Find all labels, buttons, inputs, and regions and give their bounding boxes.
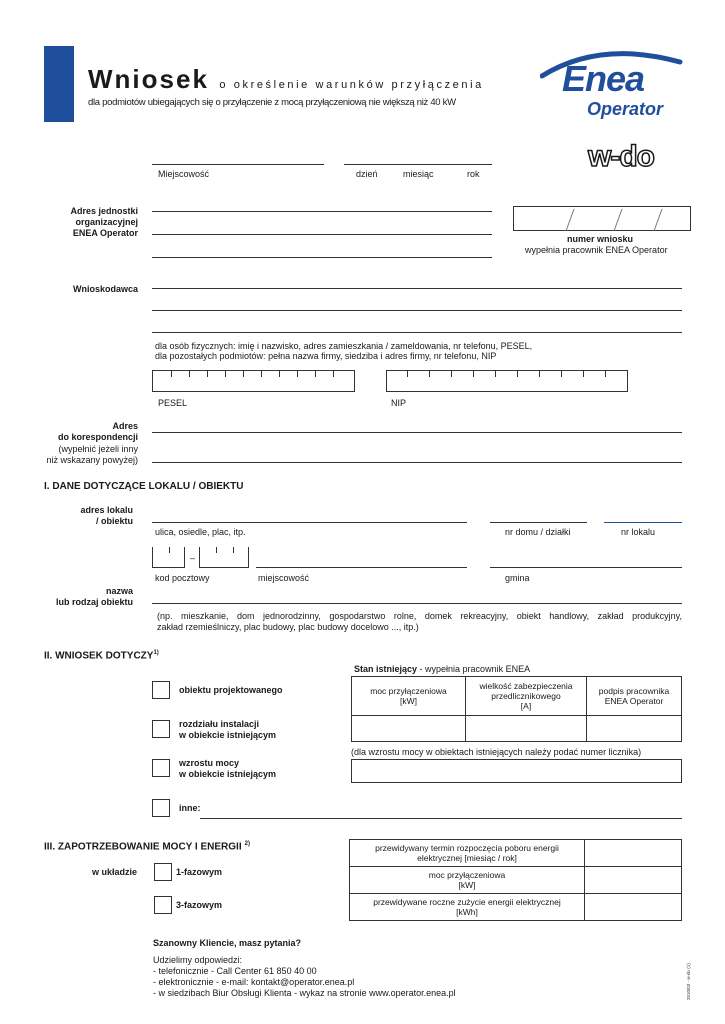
city-line[interactable] [152, 164, 324, 165]
form-title-rest: o określenie warunków przyłączenia [219, 79, 484, 91]
commune-label: gmina [505, 573, 530, 583]
sidebar-accent-bar [44, 46, 74, 122]
option-new-checkbox[interactable] [152, 681, 170, 699]
footer-code: 2010/03 - w-do (1) [686, 963, 691, 1000]
object-name-line[interactable] [152, 603, 682, 604]
unit-address-line-1[interactable] [152, 211, 492, 212]
phase3-checkbox[interactable] [154, 896, 172, 914]
contact-intro: Udzielimy odpowiedzi: [153, 955, 243, 965]
city-object-line[interactable] [256, 567, 467, 568]
demand-power-value[interactable] [585, 867, 682, 894]
start-date-value[interactable] [585, 840, 682, 867]
application-number-box[interactable] [513, 206, 691, 231]
state-hint: - wypełnia pracownik ENEA [417, 664, 531, 674]
object-name-label-2: lub rodzaj obiektu [55, 597, 133, 607]
col-sign-header: podpis pracownika ENEA Operator [587, 677, 682, 716]
applicant-label: Wnioskodawca [72, 284, 138, 294]
section-2-title [44, 650, 159, 661]
house-number-label: nr domu / działki [505, 527, 571, 537]
applicant-hint-2: dla pozostałych podmiotów: pełna nazwa firmy, siedziba i adres firmy, nr telefonu, NIP [155, 351, 497, 361]
phase3-label: 3-fazowym [176, 900, 223, 910]
section-3-footnote-mark: 2) [244, 841, 250, 847]
street-label: ulica, osiedle, plac, itp. [155, 527, 246, 537]
annual-usage-value[interactable] [585, 894, 682, 921]
unit-address-line-3[interactable] [152, 257, 492, 258]
state-heading [354, 664, 530, 674]
demand-power-label: moc przyłączeniowa [kW] [350, 867, 585, 894]
option-split-label-1: rozdziału instalacji [179, 719, 260, 729]
object-address-label-2: / obiektu [95, 516, 133, 526]
object-city-label: miejscowość [258, 573, 310, 583]
unit-label-3: ENEA Operator [72, 228, 138, 238]
number-label: numer wniosku [567, 234, 634, 244]
option-split-checkbox[interactable] [152, 720, 170, 738]
annual-usage-label: przewidywane roczne zużycie energii elektrycznej [kWh] [350, 894, 585, 921]
unit-label-1: Adres jednostki [70, 206, 138, 216]
existing-power-cell[interactable] [352, 716, 466, 742]
section-2-footnote-mark: 1) [153, 650, 159, 656]
system-label: w układzie [91, 867, 137, 877]
object-name-label-1: nazwa [105, 586, 133, 596]
form-subtitle: dla podmiotów ubiegających się o przyłączenie z mocą przyłączeniową nie większą niż 40 kW [88, 97, 456, 108]
col-fuse-header: wielkość zabezpieczenia przedlicznikowego [A] [466, 677, 587, 716]
phase1-checkbox[interactable] [154, 863, 172, 881]
applicant-line-2[interactable] [152, 310, 682, 311]
city-label: Miejscowość [158, 169, 210, 179]
option-increase-label-2: w obiekcie istniejącym [179, 769, 277, 779]
start-date-label: przewidywany termin rozpoczęcia poboru energii elektrycznej [miesiąc / rok] [350, 840, 585, 867]
form-title-main: Wniosek [88, 64, 209, 94]
nip-input[interactable] [386, 370, 628, 392]
year-label: rok [467, 169, 480, 179]
option-new-label: obiektu projektowanego [179, 685, 283, 695]
contact-offices: - w siedzibach Biur Obsługi Klienta - wykaz na stronie www.operator.enea.pl [153, 988, 456, 998]
state-label: Stan istniejący [354, 664, 418, 674]
option-split-label-2: w obiekcie istniejącym [179, 730, 277, 740]
postal-code-part-2[interactable] [199, 547, 249, 568]
correspondence-label-1: Adres [112, 421, 138, 431]
commune-line[interactable] [490, 567, 682, 568]
contact-phone: - telefonicznie - Call Center 61 850 40 00 [153, 966, 317, 976]
form-title [88, 64, 484, 95]
pesel-input[interactable] [152, 370, 355, 392]
contact-email: - elektronicznie - e-mail: kontakt@operator.enea.pl [153, 977, 355, 987]
section-2-title-text: II. WNIOSEK DOTYCZY [44, 650, 154, 662]
street-line[interactable] [152, 522, 467, 523]
postal-code-label: kod pocztowy [155, 573, 210, 583]
existing-fuse-cell[interactable] [466, 716, 587, 742]
postal-code-part-1[interactable] [152, 547, 185, 568]
pesel-label: PESEL [158, 398, 188, 408]
section-1-title: I. DANE DOTYCZĄCE LOKALU / OBIEKTU [44, 481, 244, 492]
object-name-hint-2: zakład rzemieślniczy, plac budowy, plac budowy docelowo ..., itp.) [157, 622, 419, 632]
logo-sub-text: Operator [587, 99, 664, 119]
contact-question: Szanowny Kliencie, masz pytania? [153, 938, 302, 948]
correspondence-hint-1: (wypełnić jeżeli inny [58, 444, 138, 454]
option-increase-label-1: wzrostu mocy [179, 758, 240, 768]
section-3-title-text: III. ZAPOTRZEBOWANIE MOCY I ENERGII [44, 841, 242, 853]
correspondence-label-2: do korespondencji [57, 432, 138, 442]
object-name-hint-1: (np. mieszkanie, dom jednorodzinny, gospodarstwo rolne, domek rekreacyjny, obiekt handlowy, zakład produkcyjny, [157, 611, 682, 621]
option-other-line[interactable] [200, 818, 682, 819]
meter-number-box[interactable] [351, 759, 682, 783]
demand-table [349, 839, 682, 921]
existing-sign-cell[interactable] [587, 716, 682, 742]
number-hint: wypełnia pracownik ENEA Operator [525, 245, 668, 255]
form-code: w-do [588, 140, 654, 173]
applicant-line-3[interactable] [152, 332, 682, 333]
date-line[interactable] [344, 164, 492, 165]
option-other-checkbox[interactable] [152, 799, 170, 817]
enea-logo [540, 44, 685, 124]
flat-number-label: nr lokalu [621, 527, 656, 537]
meter-hint: (dla wzrostu mocy w obiektach istniejących należy podać numer licznika) [351, 747, 642, 757]
flat-number-line[interactable] [604, 522, 682, 523]
unit-label-2: organizacyjnej [75, 217, 138, 227]
applicant-hint-1: dla osób fizycznych: imię i nazwisko, adres zamieszkania / zameldowania, nr telefonu, PESEL, [155, 341, 533, 351]
nip-label: NIP [391, 398, 407, 408]
month-label: miesiąc [403, 169, 434, 179]
option-increase-checkbox[interactable] [152, 759, 170, 777]
postal-dash: – [190, 553, 196, 563]
day-label: dzień [356, 169, 378, 179]
existing-state-table [351, 676, 682, 742]
phase1-label: 1-fazowym [176, 867, 223, 877]
correspondence-line-1[interactable] [152, 432, 682, 433]
number-separators [514, 207, 692, 232]
correspondence-line-2[interactable] [152, 462, 682, 463]
section-3-title [44, 841, 250, 852]
col-power-header: moc przyłączeniowa [kW] [352, 677, 466, 716]
unit-address-line-2[interactable] [152, 234, 492, 235]
correspondence-hint-2: niż wskazany powyżej) [46, 455, 138, 465]
logo-main-text: Enea [562, 58, 645, 99]
applicant-line-1[interactable] [152, 288, 682, 289]
house-number-line[interactable] [490, 522, 587, 523]
object-address-label-1: adres lokalu [80, 505, 133, 515]
option-other-label: inne: [179, 803, 201, 813]
